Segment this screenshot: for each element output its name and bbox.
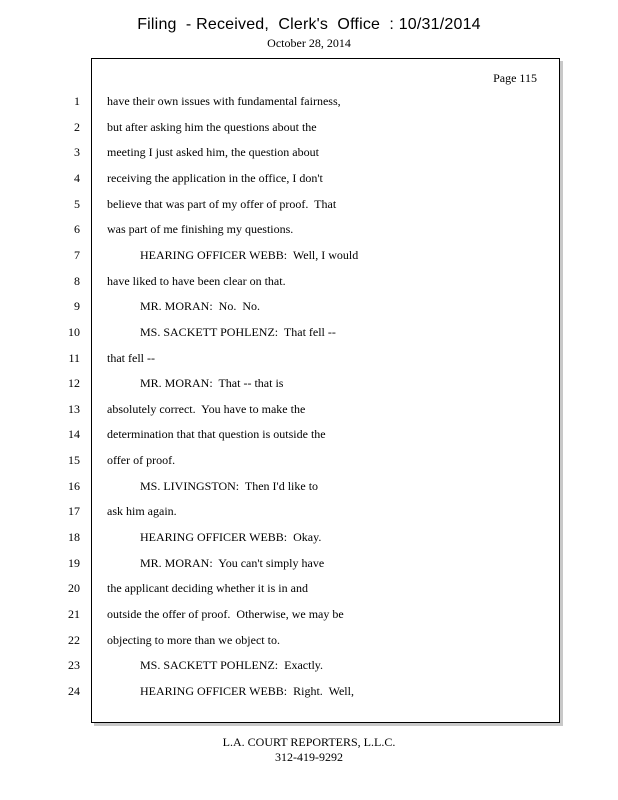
line-text: MS. SACKETT POHLENZ: Exactly. bbox=[107, 658, 323, 672]
line-number: 3 bbox=[74, 145, 80, 159]
line-text: objecting to more than we object to. bbox=[107, 633, 280, 647]
line-text: was part of me finishing my questions. bbox=[107, 222, 294, 236]
line-text: MR. MORAN: That -- that is bbox=[107, 376, 284, 390]
line-text: believe that was part of my offer of proof. That bbox=[107, 197, 337, 211]
line-number: 7 bbox=[74, 248, 80, 262]
filing-stamp: Filing - Received, Clerk's Office : 10/31/2014 bbox=[137, 16, 481, 33]
line-number: 16 bbox=[68, 479, 80, 493]
line-text: MR. MORAN: You can't simply have bbox=[107, 556, 325, 570]
line-number: 19 bbox=[68, 556, 80, 570]
line-text: but after asking him the questions about the bbox=[107, 120, 317, 134]
line-number: 1 bbox=[74, 94, 80, 108]
line-number: 4 bbox=[74, 171, 80, 185]
transcript-date: October 28, 2014 bbox=[267, 36, 351, 50]
line-number: 23 bbox=[68, 658, 80, 672]
line-number: 22 bbox=[68, 633, 80, 647]
line-number: 9 bbox=[74, 299, 80, 313]
line-number: 10 bbox=[68, 325, 80, 339]
line-number: 24 bbox=[68, 684, 80, 698]
line-number: 17 bbox=[68, 504, 80, 518]
line-text: MS. SACKETT POHLENZ: That fell -- bbox=[107, 325, 336, 339]
line-number: 14 bbox=[68, 427, 80, 441]
line-text: have liked to have been clear on that. bbox=[107, 274, 286, 288]
line-number: 15 bbox=[68, 453, 80, 467]
line-text: the applicant deciding whether it is in and bbox=[107, 581, 308, 595]
line-text: HEARING OFFICER WEBB: Right. Well, bbox=[107, 684, 354, 698]
line-text: have their own issues with fundamental fairness, bbox=[107, 94, 341, 108]
footer-company: L.A. COURT REPORTERS, L.L.C. bbox=[222, 735, 396, 749]
line-number: 18 bbox=[68, 530, 80, 544]
page-number: Page 115 bbox=[493, 71, 537, 85]
line-number: 13 bbox=[68, 402, 80, 416]
line-text: ask him again. bbox=[107, 504, 177, 518]
line-text: absolutely correct. You have to make the bbox=[107, 402, 306, 416]
line-number: 20 bbox=[68, 581, 80, 595]
line-text: MR. MORAN: No. No. bbox=[107, 299, 261, 313]
line-text: HEARING OFFICER WEBB: Well, I would bbox=[107, 248, 359, 262]
line-text: HEARING OFFICER WEBB: Okay. bbox=[107, 530, 322, 544]
line-text: offer of proof. bbox=[107, 453, 176, 467]
line-text: meeting I just asked him, the question about bbox=[107, 145, 319, 159]
line-number: 5 bbox=[74, 197, 80, 211]
line-text: outside the offer of proof. Otherwise, we may be bbox=[107, 607, 344, 621]
line-number: 8 bbox=[74, 274, 80, 288]
line-number: 12 bbox=[68, 376, 80, 390]
line-text: that fell -- bbox=[107, 351, 155, 365]
line-number: 2 bbox=[74, 120, 80, 134]
line-text: determination that that question is outside the bbox=[107, 427, 326, 441]
line-text: receiving the application in the office, I don't bbox=[107, 171, 323, 185]
line-text: MS. LIVINGSTON: Then I'd like to bbox=[107, 479, 319, 493]
footer-phone: 312-419-9292 bbox=[275, 750, 343, 764]
line-number: 21 bbox=[68, 607, 80, 621]
line-number: 6 bbox=[74, 222, 80, 236]
line-number: 11 bbox=[68, 351, 80, 365]
